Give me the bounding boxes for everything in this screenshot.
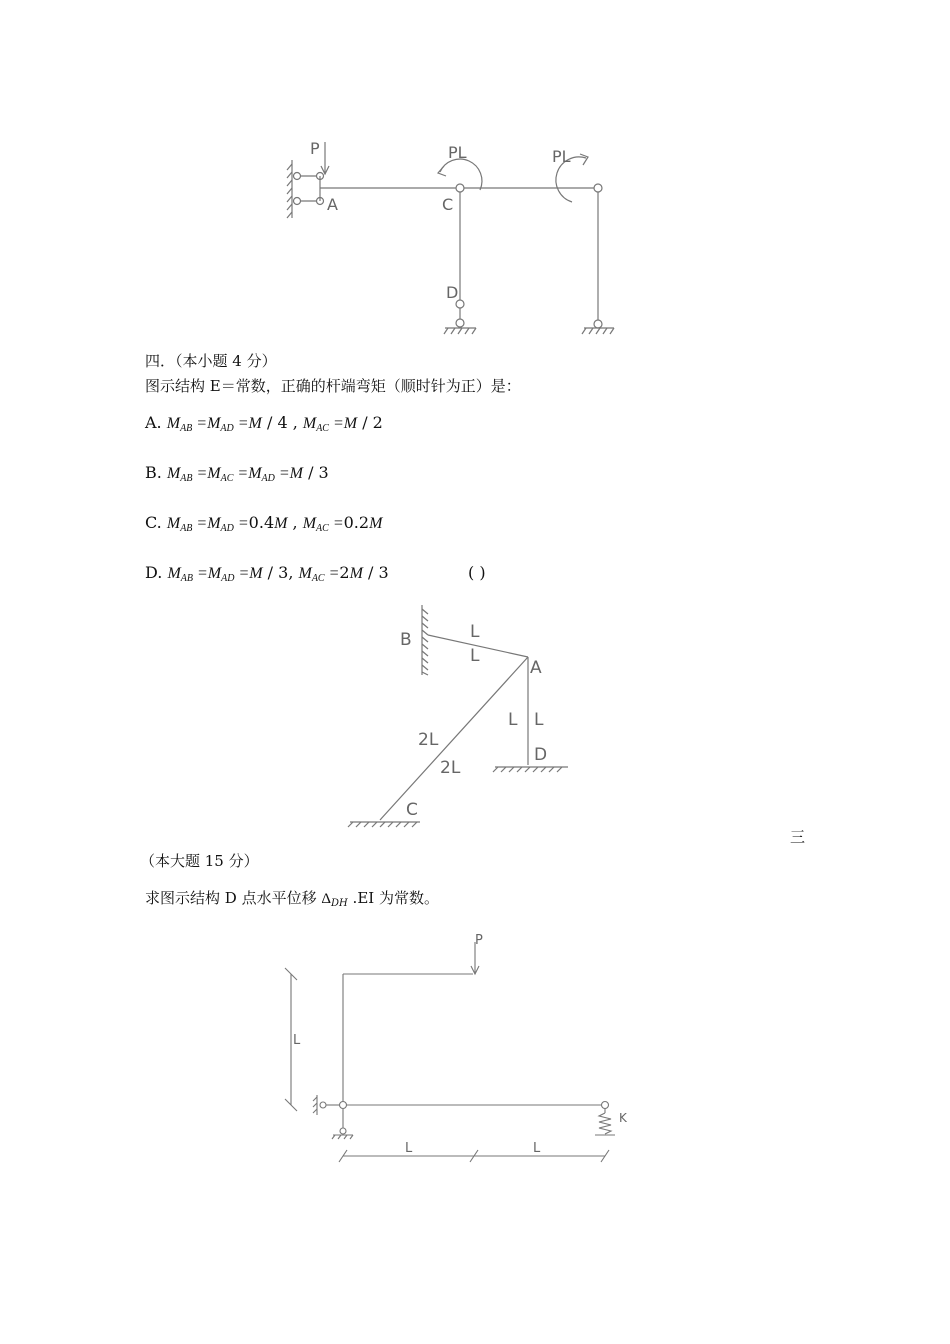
option-c: C. $M_{AB} =M_{AD} =0.4M$ , $M_{AC} =0.2M$ — [145, 513, 383, 534]
fig2-label-l-2: L — [470, 646, 480, 666]
question-4-prompt: 图示结构 E＝常数，正确的杆端弯矩（顺时针为正）是： — [145, 377, 521, 395]
fig1-label-p: P — [310, 139, 320, 158]
fig3-label-l-right: L — [533, 1141, 541, 1156]
option-d: D. $M_{AB} =M_{AD} =M / 3$, $M_{AC} =2M / 3$ — [145, 563, 389, 584]
section-3-heading: （本大题 15 分） — [140, 852, 259, 870]
fig2-label-a: A — [530, 658, 542, 678]
fig2-label-2l-2: 2L — [440, 758, 461, 778]
section-3-prompt-post: .EI 为常数。 — [352, 889, 439, 907]
fig2-label-d: D — [534, 745, 548, 765]
option-d-label: D. — [145, 563, 163, 582]
option-b-label: B. — [145, 463, 162, 482]
option-a-label: A. — [145, 413, 162, 432]
answer-blank[interactable]: ( ) — [468, 563, 486, 582]
figure-2-frame — [340, 595, 580, 830]
section-3-prompt — [145, 887, 439, 909]
fig1-label-c: C — [442, 195, 454, 214]
fig1-label-pl-c: PL — [448, 143, 467, 162]
section-3-prompt-pre: 求图示结构 D 点水平位移 — [145, 889, 317, 907]
fig2-label-l-1: L — [470, 622, 480, 642]
fig2-label-l-3: L — [508, 710, 518, 730]
delta-subscript: DH — [331, 898, 348, 909]
fig3-label-k: K — [619, 1111, 627, 1125]
option-c-label: C. — [145, 513, 162, 532]
figure-3-frame — [275, 930, 645, 1170]
fig1-label-pl-right: PL — [552, 147, 571, 166]
figure-1-frame — [280, 130, 650, 340]
fig2-label-b: B — [400, 630, 412, 650]
fig1-label-a: A — [327, 195, 338, 214]
fig2-label-c: C — [406, 800, 418, 820]
fig2-label-l-4: L — [534, 710, 544, 730]
fig1-label-d: D — [446, 283, 459, 302]
option-a: A. $M_{AB} =M_{AD} =M / 4$ , $M_{AC} =M / 2$ — [145, 413, 383, 434]
fig3-label-l-vertical: L — [293, 1033, 301, 1048]
fig2-label-2l-1: 2L — [418, 730, 439, 750]
delta-symbol: Δ — [321, 891, 332, 907]
question-4-heading: 四．（本小题 4 分） — [145, 352, 277, 370]
fig3-label-l-left: L — [405, 1141, 413, 1156]
option-b: B. $M_{AB} =M_{AC} =M_{AD} =M / 3$ — [145, 463, 329, 484]
section-3-marker: 三 — [790, 828, 806, 846]
fig3-label-p: P — [475, 933, 483, 948]
